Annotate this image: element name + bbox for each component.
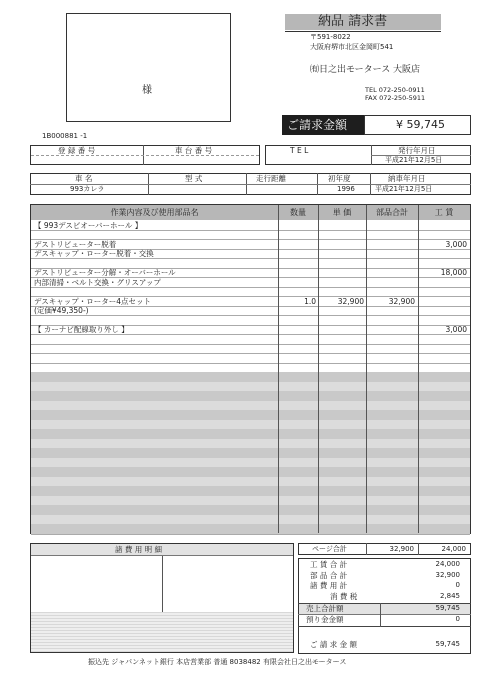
row-line (31, 287, 470, 288)
summary-divider (380, 603, 381, 627)
row-line (31, 353, 470, 354)
vehicle-first-year-label: 初年度 (328, 174, 351, 183)
cell-description: デスキャップ・ローター脱着・交換 (34, 249, 154, 258)
row-shade (31, 467, 470, 477)
cell-description: 【 カーナビ配線取り外し 】 (34, 325, 129, 334)
cell-description: デストリビューター分解・オーバーホール (34, 268, 176, 277)
cell-description: デストリビューター脱着 (34, 239, 117, 249)
issue-date: 平成21年12月5日 (385, 156, 443, 164)
summary-value-deposit: 0 (455, 615, 460, 623)
summary-value-labor: 24,000 (435, 560, 460, 568)
company-postal: 〒591-8022 (310, 33, 351, 41)
tel-label: T E L (290, 146, 309, 155)
row-line (31, 315, 470, 316)
row-shade (31, 382, 470, 392)
column-divider (278, 205, 279, 533)
row-shade (31, 477, 470, 487)
cell-labor: 3,000 (445, 325, 467, 334)
header-parts-total: 部品合計 (376, 208, 408, 217)
summary-line-3 (298, 626, 471, 627)
row-shade (31, 401, 470, 411)
company-tel: TEL 072-250-0911 (365, 86, 425, 94)
summary-label-tax: 消 費 税 (330, 592, 358, 601)
cell-price: 32,900 (337, 296, 364, 306)
header-price: 単 価 (332, 208, 352, 217)
header-description: 作業内容及び使用部品名 (110, 208, 199, 217)
summary-label-deposit: 預り金金額 (306, 615, 344, 624)
cell-qty: 1.0 (304, 296, 316, 306)
cell-description: (定価¥49,350-) (34, 306, 89, 315)
summary-value-parts: 32,900 (435, 571, 460, 579)
summary-label-billing: ご 請 求 金 額 (310, 640, 358, 649)
row-line (31, 344, 470, 345)
vehicle-name: 993カレラ (70, 185, 105, 193)
summary-label-sales: 売上合計額 (306, 604, 344, 613)
cell-description: 【 993デスビオーバーホール 】 (34, 220, 143, 230)
column-divider (366, 205, 367, 533)
summary-value-expenses: 0 (455, 581, 460, 589)
document-title: 納品 請求書 (318, 14, 388, 29)
chassis-no-label: 車 台 番 号 (175, 146, 213, 155)
row-line (31, 534, 470, 535)
page-total-parts: 32,900 (389, 545, 414, 553)
row-shade (31, 372, 470, 382)
row-shade (31, 458, 470, 468)
total-amount: ¥ 59,745 (396, 118, 445, 131)
cell-description: デスキャップ・ローター4点セット (34, 296, 151, 306)
row-shade (31, 524, 470, 534)
column-divider (418, 205, 419, 533)
issue-date-label: 発行年月日 (398, 146, 436, 155)
expenses-divider (162, 556, 163, 612)
row-shade (31, 496, 470, 506)
header-labor: 工 賃 (434, 208, 454, 217)
row-shade (31, 410, 470, 420)
vehicle-delivery-label: 納車年月日 (388, 174, 426, 183)
company-name: ㈲日之出モータース 大阪店 (310, 65, 421, 75)
vehicle-first-year: 1996 (337, 185, 355, 193)
expenses-title: 諸 費 用 明 細 (115, 545, 163, 554)
page-total-labor: 24,000 (441, 545, 466, 553)
cell-description: 内部清掃・ベルト交換・グリスアップ (34, 277, 161, 287)
reg-no-label: 登 録 番 号 (58, 146, 96, 155)
cell-labor: 3,000 (445, 239, 467, 249)
row-shade (31, 505, 470, 515)
expenses-shaded-area (31, 612, 293, 652)
row-line (31, 363, 470, 364)
vehicle-model-label: 型 式 (185, 174, 203, 183)
vehicle-delivery: 平成21年12月5日 (375, 185, 433, 193)
row-shade (31, 486, 470, 496)
row-line (31, 230, 470, 231)
header-qty: 数量 (290, 208, 306, 217)
total-label: ご請求金額 (287, 118, 348, 132)
row-shade (31, 448, 470, 458)
cell-parts-total: 32,900 (388, 296, 415, 306)
summary-value-sales: 59,745 (435, 604, 460, 612)
column-divider (318, 205, 319, 533)
title-underline (285, 31, 441, 32)
row-shade (31, 439, 470, 449)
footer-bank-info: 振込先 ジャパンネット銀行 本店営業部 普通 8038482 有限会社日之出モータース (88, 658, 347, 666)
vehicle-name-label: 車 名 (75, 174, 93, 183)
company-fax: FAX 072-250-5911 (365, 94, 426, 102)
row-line (31, 334, 470, 335)
customer-suffix: 様 (142, 85, 152, 96)
cell-labor: 18,000 (440, 268, 467, 277)
vehicle-mileage-label: 走行距離 (256, 174, 286, 183)
company-address: 大阪府堺市北区金岡町541 (310, 43, 394, 51)
summary-label-expenses: 諸 費 用 計 (310, 581, 348, 590)
page-total-label: ページ合計 (312, 545, 347, 553)
summary-value-billing: 59,745 (435, 640, 460, 648)
row-shade (31, 391, 470, 401)
row-shade (31, 420, 470, 430)
summary-value-tax: 2,845 (439, 592, 460, 600)
row-shade (31, 429, 470, 439)
customer-box (66, 13, 231, 122)
row-shade (31, 515, 470, 525)
registration-dash (31, 155, 259, 156)
summary-label-labor: 工 賃 合 計 (310, 560, 348, 569)
summary-label-parts: 部 品 合 計 (310, 571, 348, 580)
row-line (31, 258, 470, 259)
doc-number: 1B000881 -1 (42, 132, 88, 140)
